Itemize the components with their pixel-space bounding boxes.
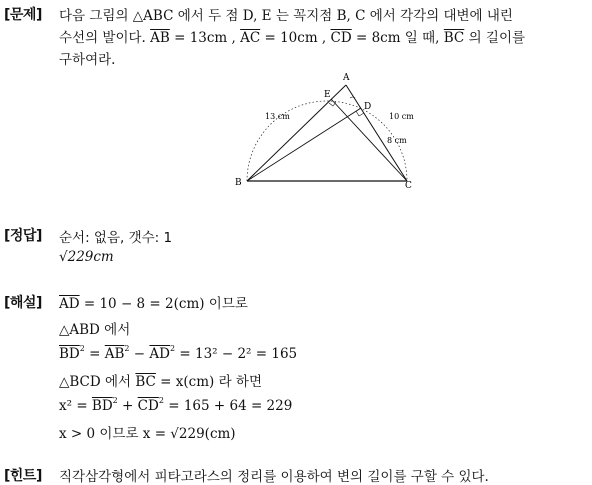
explanation-line-1: $\overline{AD} = 10 - 8 = 2(cm)$ 이므로 (59, 296, 248, 312)
vertex-a-label: A (343, 73, 350, 83)
explanation-line-5: $x^2 = \overline{BD}^2 + \overline{CD}^2 = 165 + 64 = 229$ (59, 396, 293, 414)
problem-label: [문제] (4, 7, 42, 23)
answer-line-2: √229cm (59, 249, 114, 265)
answer-line-1: 순서: 없음, 갯수: 1 (59, 230, 173, 246)
problem-line-2: 수선의 발이다. $\overline{AB} = 13cm$ , $\overline{AC} = 10cm$ , $\overline{CD} = 8cm$ 일 때, $\overline{BC}$ 의 길이를 (59, 30, 526, 46)
triangle-figure (225, 68, 425, 193)
hint-text: 직각삼각형에서 피타고라스의 정리를 이용하여 변의 길이를 구할 수 있다. (59, 469, 489, 485)
problem-line-3: 구하여라. (59, 52, 116, 68)
length-ac-label: 10 cm (389, 112, 414, 121)
vertex-b-label: B (235, 178, 242, 188)
explanation-label: [해설] (4, 295, 42, 311)
problem-line-1: 다음 그림의 △ABC 에서 두 점 D, E 는 꼭지점 B, C 에서 각각의 대변에 내린 (59, 8, 513, 24)
explanation-line-4: △BCD 에서 $\overline{BC} = x(cm)$ 라 하면 (59, 374, 262, 390)
vertex-c-label: C (405, 181, 412, 191)
explanation-line-3: $\overline{BD}^2 = \overline{AB}^2 - \overline{AD}^2 = 13^2 - 2^2 = 165$ (59, 344, 298, 362)
length-cd-label: 8 cm (387, 136, 407, 145)
answer-label: [정답] (4, 228, 42, 244)
hint-label: [힌트] (4, 468, 42, 484)
explanation-line-6: x > 0 이므로 x = √229(cm) (59, 426, 236, 442)
vertex-e-label: E (324, 90, 331, 100)
vertex-d-label: D (364, 102, 372, 112)
length-ab-label: 13 cm (265, 112, 290, 121)
explanation-line-2: △ABD 에서 (59, 322, 131, 338)
